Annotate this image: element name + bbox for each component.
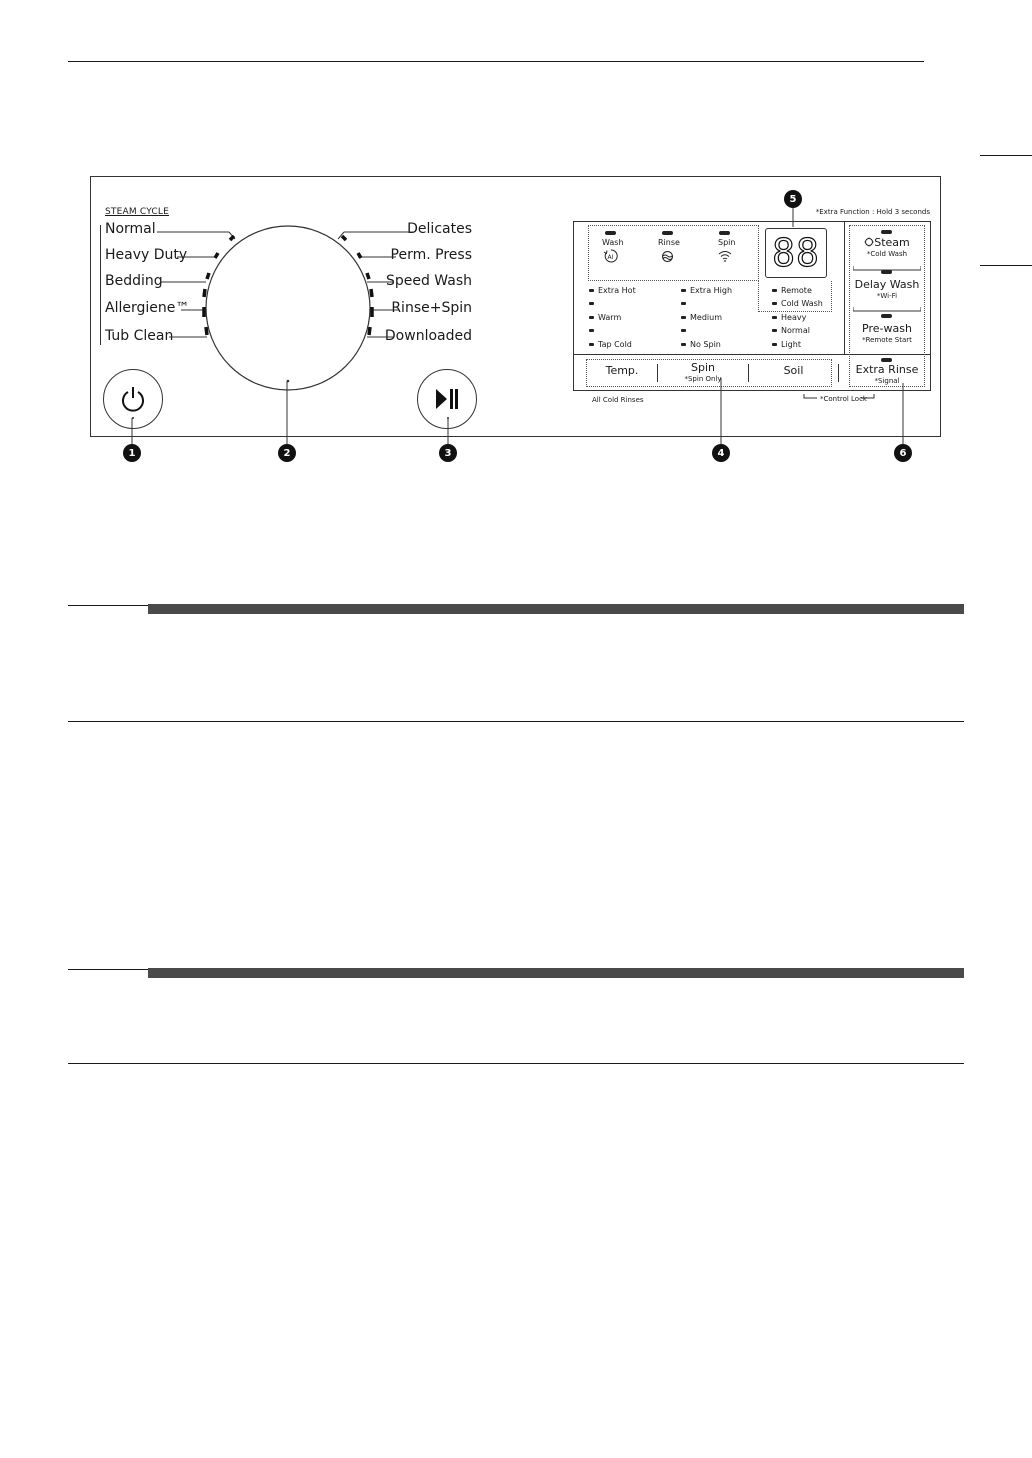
cycle-tub-clean[interactable]: Tub Clean bbox=[105, 328, 174, 344]
soil-level-2: Cold Wash bbox=[772, 299, 823, 308]
spin-status-label: Spin bbox=[718, 238, 736, 247]
callout-leaders bbox=[0, 0, 1032, 470]
temp-button-label: Temp. bbox=[605, 364, 639, 377]
all-cold-rinses-note: All Cold Rinses bbox=[592, 396, 644, 404]
cycle-rinse-spin[interactable]: Rinse+Spin bbox=[391, 300, 472, 316]
cycle-delicates[interactable]: Delicates bbox=[407, 221, 472, 237]
spin-level-5: No Spin bbox=[681, 340, 721, 349]
section-1-bottom-rule bbox=[68, 721, 964, 722]
extra-function-note: *Extra Function : Hold 3 seconds bbox=[815, 208, 930, 216]
svg-text:AI: AI bbox=[607, 254, 614, 261]
soil-level-1: Remote bbox=[772, 286, 812, 295]
temp-level-5: Tap Cold bbox=[589, 340, 632, 349]
section-2-thin-rule bbox=[68, 969, 148, 970]
cycle-heavy-duty[interactable]: Heavy Duty bbox=[105, 247, 188, 263]
section-2-header-bar bbox=[148, 968, 964, 978]
callout-3: 3 bbox=[439, 444, 457, 462]
callout-1: 1 bbox=[123, 444, 141, 462]
soil-level-5: Light bbox=[772, 340, 801, 349]
extra-rinse-button-sub: *Signal bbox=[874, 377, 900, 385]
section-1-header-bar bbox=[148, 604, 964, 614]
cycle-normal[interactable]: Normal bbox=[105, 221, 156, 237]
spin-level-3: Medium bbox=[681, 313, 722, 322]
spin-button-sub: *Spin Only bbox=[684, 375, 722, 383]
steam-cycle-title: STEAM CYCLE bbox=[105, 207, 169, 217]
prewash-button-label: Pre-wash bbox=[862, 322, 912, 335]
delay-wash-button-sub: *Wi-Fi bbox=[876, 292, 898, 300]
cycle-bedding[interactable]: Bedding bbox=[105, 273, 163, 289]
callout-6: 6 bbox=[894, 444, 912, 462]
cycle-allergiene[interactable]: Allergiene™ bbox=[105, 300, 190, 316]
soil-button-label: Soil bbox=[783, 364, 804, 377]
section-2-bottom-rule bbox=[68, 1063, 964, 1064]
spin-button-label: Spin bbox=[691, 361, 715, 374]
rinse-label: Rinse bbox=[658, 238, 680, 247]
callout-4: 4 bbox=[712, 444, 730, 462]
display-digits: 88 bbox=[772, 231, 820, 275]
control-lock-note: *Control Lock bbox=[820, 395, 867, 403]
callout-5: 5 bbox=[784, 190, 802, 208]
temp-level-1: Extra Hot bbox=[589, 286, 636, 295]
wash-label: Wash bbox=[602, 238, 624, 247]
callout-2: 2 bbox=[278, 444, 296, 462]
cycle-perm-press[interactable]: Perm. Press bbox=[390, 247, 472, 263]
steam-button-sub: *Cold Wash bbox=[866, 250, 908, 258]
cycle-speed-wash[interactable]: Speed Wash bbox=[385, 273, 472, 289]
extra-rinse-button-label: Extra Rinse bbox=[855, 363, 919, 376]
section-1-thin-rule bbox=[68, 605, 148, 606]
temp-level-3: Warm bbox=[589, 313, 621, 322]
soil-level-3: Heavy bbox=[772, 313, 806, 322]
steam-button-label: Steam bbox=[849, 236, 925, 249]
cycle-downloaded[interactable]: Downloaded bbox=[384, 328, 472, 344]
prewash-button-sub: *Remote Start bbox=[862, 336, 912, 344]
delay-wash-button-label: Delay Wash bbox=[854, 278, 920, 291]
spin-level-1: Extra High bbox=[681, 286, 732, 295]
soil-level-4: Normal bbox=[772, 326, 810, 335]
